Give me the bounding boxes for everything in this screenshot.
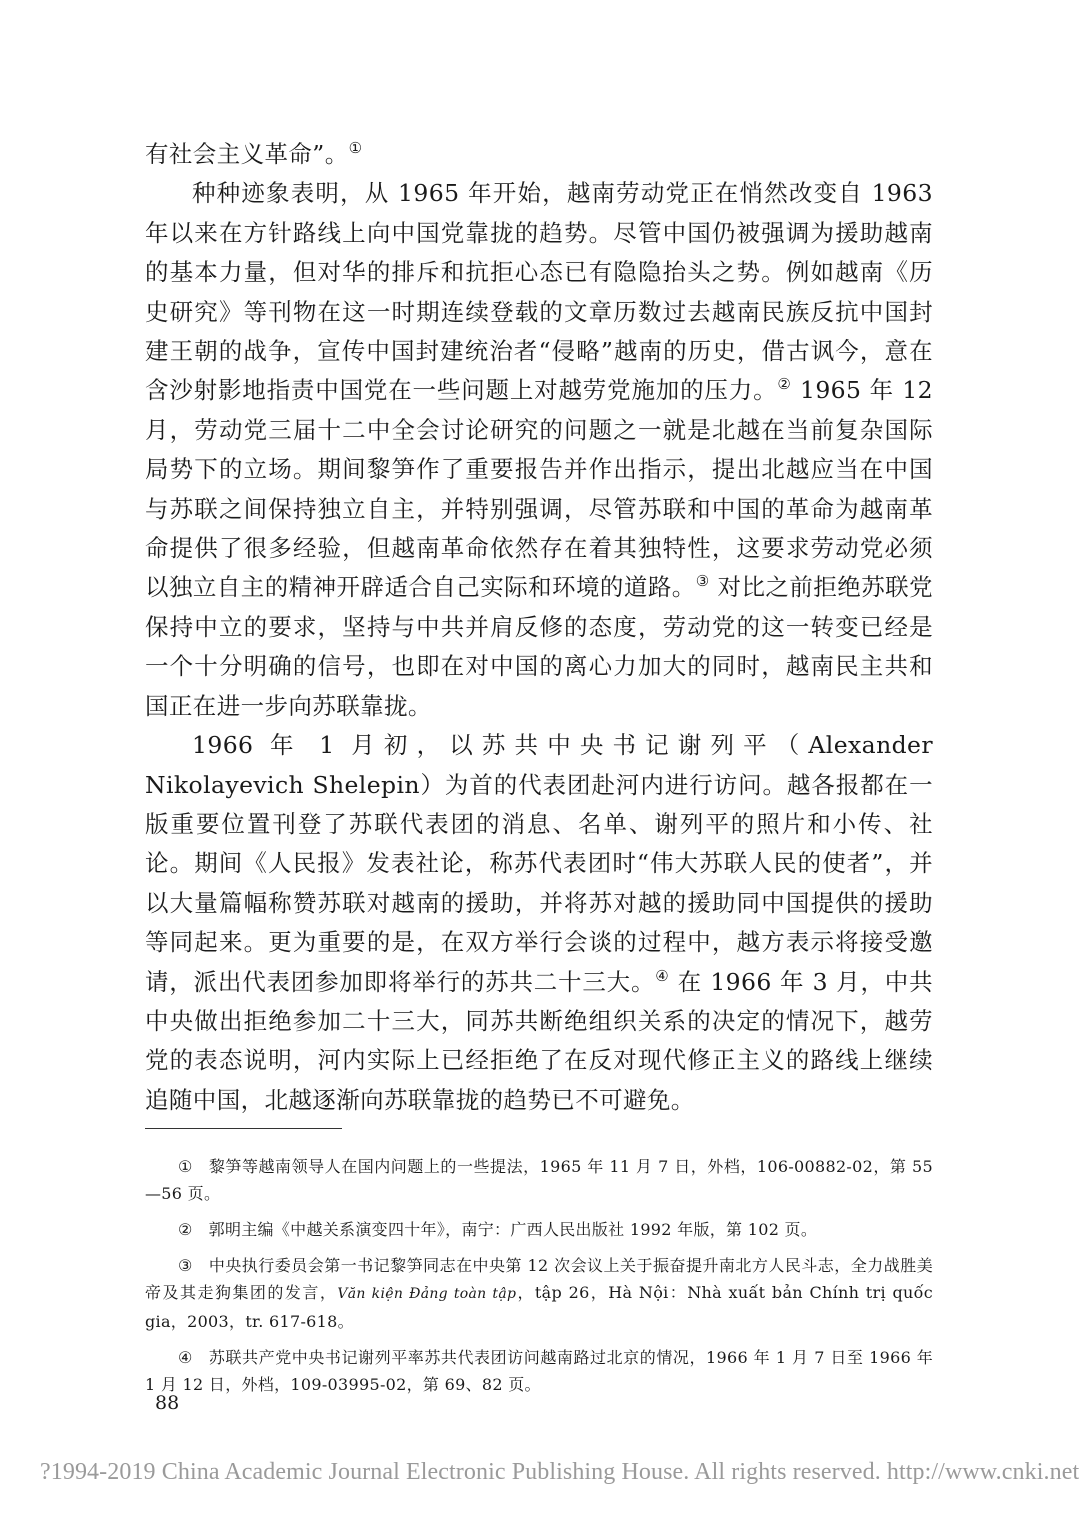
paragraph-1-text: 有社会主义革命”。 bbox=[145, 140, 349, 168]
footnote-1-mark: ① bbox=[178, 1157, 193, 1176]
footnote-2-text: 郭明主编《中越关系演变四十年》，南宁：广西人民出版社 1992 年版，第 102 页。 bbox=[208, 1220, 818, 1239]
footnotes bbox=[145, 1153, 933, 1407]
paragraph-3-part-1: 1966 年 1 月初，以苏共中央书记谢列平（Alexander Nikolayevich Shelepin）为首的代表团赴河内进行访问。越各报都在一版重要位置刊登了苏联代表团的消息、名单、谢列平的照片和小传、社论。期间《人民报》发表社论，称苏代表团时“伟大苏联人民的使者”，并以大量篇幅称赞苏联对越南的援助，并将苏对越的援助同中国提供的援助等同起来。更为重要的是，在双方举行会谈的过程中，越方表示将接受邀请，派出代表团参加即将举行的苏共二十三大。 bbox=[145, 731, 933, 996]
main-text bbox=[145, 135, 933, 1120]
footnote-ref-1[interactable]: ① bbox=[348, 139, 363, 158]
footnote-3 bbox=[145, 1252, 933, 1335]
paragraph-3 bbox=[145, 726, 933, 1120]
footnote-3-tail: ，tập 26，Hà Nội：Nhà xuất bản Chính trị quốc gia，2003，tr. 617-618。 bbox=[145, 1283, 933, 1331]
footnote-2-mark: ② bbox=[178, 1220, 193, 1239]
footnote-4-text: 苏联共产党中央书记谢列平率苏共代表团访问越南路过北京的情况，1966 年 1 月 7 日至 1966 年 1 月 12 日，外档，109-03995-02，第 69、82 页。 bbox=[145, 1348, 933, 1394]
footnote-3-italic-title: Văn kiện Đảng toàn tập bbox=[337, 1286, 517, 1302]
footnote-4-mark: ④ bbox=[178, 1348, 193, 1367]
paragraph-1 bbox=[145, 135, 933, 174]
page-number: 88 bbox=[155, 1392, 180, 1414]
footnote-1 bbox=[145, 1153, 933, 1207]
footnote-3-text: 中央执行委员会第一书记黎笋同志在中央第 12 次会议上关于振奋提升南北方人民斗志，全力战胜美帝及其走狗集团的发言， bbox=[145, 1256, 933, 1302]
footnote-2 bbox=[145, 1216, 933, 1243]
footnote-divider bbox=[145, 1128, 342, 1129]
paragraph-2-part-3: 对比之前拒绝苏联党保持中立的要求，坚持与中共并肩反修的态度，劳动党的这一转变已经是一个十分明确的信号，也即在对中国的离心力加大的同时，越南民主共和国正在进一步向苏联靠拢。 bbox=[145, 573, 933, 720]
paragraph-3-part-2: 在 1966 年 3 月，中共中央做出拒绝参加二十三大，同苏共断绝组织关系的决定的情况下，越劳党的表态说明，河内实际上已经拒绝了在反对现代修正主义的路线上继续追随中国，北越逐渐向苏联靠拢的趋势已不可避免。 bbox=[145, 967, 933, 1114]
paragraph-2 bbox=[145, 174, 933, 726]
footnote-3-mark: ③ bbox=[178, 1256, 193, 1275]
copyright-watermark: ?1994-2019 China Academic Journal Electronic Publishing House. All rights reserved. http://www.cnki.net bbox=[40, 1459, 1080, 1485]
footnote-4 bbox=[145, 1344, 933, 1398]
footnote-ref-3[interactable]: ③ bbox=[695, 572, 710, 591]
paragraph-2-part-1: 种种迹象表明，从 1965 年开始，越南劳动党正在悄然改变自 1963 年以来在方针路线上向中国党靠拢的趋势。尽管中国仍被强调为援助越南的基本力量，但对华的排斥和抗拒心态已有隐隐抬头之势。例如越南《历史研究》等刊物在这一时期连续登载的文章历数过去越南民族反抗中国封建王朝的战争，宣传中国封建统治者“侵略”越南的历史，借古讽今，意在含沙射影地指责中国党在一些问题上对越劳党施加的压力。 bbox=[145, 179, 933, 405]
footnote-ref-4[interactable]: ④ bbox=[655, 966, 670, 985]
paragraph-2-part-2: 1965 年 12 月，劳动党三届十二中全会讨论研究的问题之一就是北越在当前复杂国际局势下的立场。期间黎笋作了重要报告并作出指示，提出北越应当在中国与苏联之间保持独立自主，并特别强调，尽管苏联和中国的革命为越南革命提供了很多经验，但越南革命依然存在着其独特性，这要求劳动党必须以独立自主的精神开辟适合自己实际和环境的道路。 bbox=[145, 376, 933, 602]
footnote-1-text: 黎笋等越南领导人在国内问题上的一些提法，1965 年 11 月 7 日，外档，106-00882-02，第 55—56 页。 bbox=[145, 1157, 933, 1203]
footnote-ref-2[interactable]: ② bbox=[777, 375, 792, 394]
